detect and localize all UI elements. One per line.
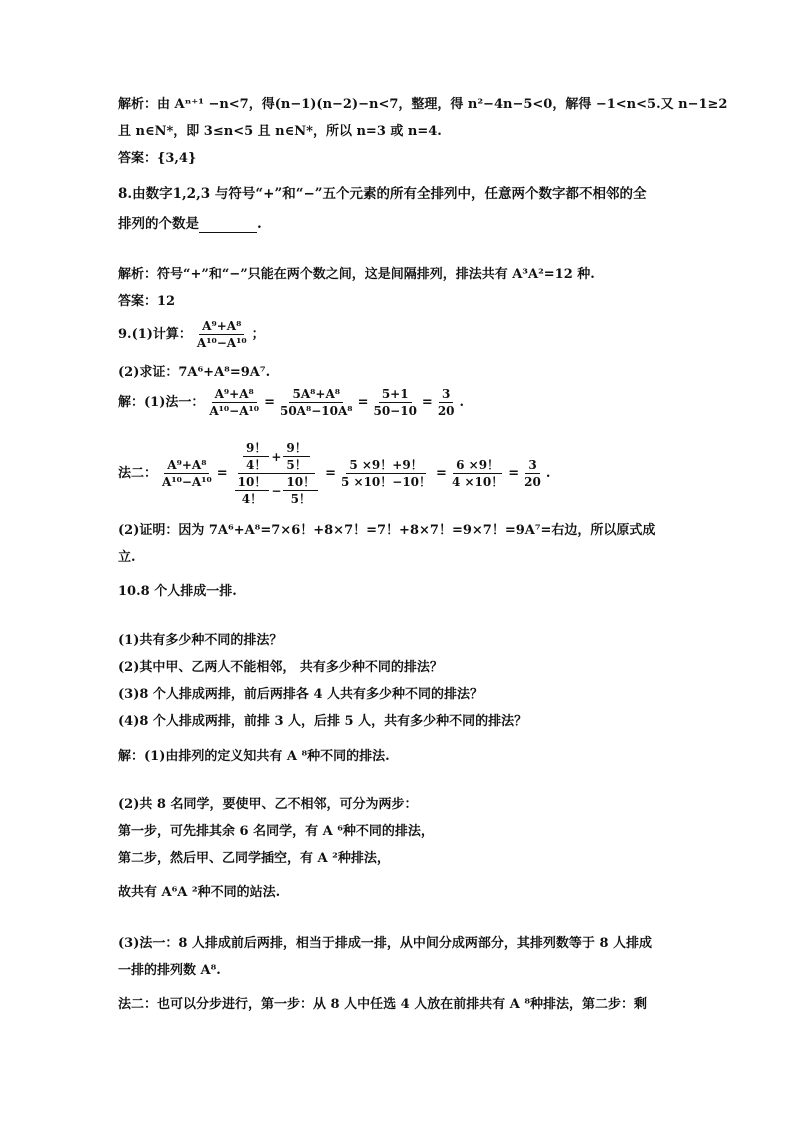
q10-stem: 10.8 个人排成一排.	[118, 584, 237, 599]
fraction-denominator: 5！	[290, 492, 311, 506]
fraction-numerator: 10！	[235, 474, 270, 491]
fraction-numerator: 5+1	[379, 386, 412, 403]
q10-solution-2-result: 故共有 A⁶A ²种不同的站法.	[118, 885, 281, 900]
fraction-numerator: 3	[439, 386, 453, 403]
q10-solution-3-method2: 法二：也可以分步进行，第一步：从 8 人中任选 4 人放在前排共有 A ⁸种排法，第二步：剩	[118, 997, 648, 1012]
sol2-fraction-3	[338, 457, 434, 490]
q10-solution-2-intro: (2)共 8 名同学，要使甲、乙不相邻，可分为两步：	[118, 797, 418, 812]
q10-part4: (4)8 个人排成两排，前排 3 人，后排 5 人，共有多少种不同的排法？	[118, 714, 528, 729]
fraction-numerator: 5A⁸+A⁸	[289, 386, 343, 403]
equals-sign: =	[216, 465, 228, 481]
q10-solution-3-method1-line2: 一排的排列数 A⁸.	[118, 963, 221, 978]
sol1-fraction-3	[370, 386, 419, 419]
q9-calc-fraction	[194, 318, 250, 351]
q10-solution-2-step2: 第二步，然后甲、乙同学插空，有 A ²种排法，	[118, 851, 390, 866]
q9-prove: (2)求证：7A⁶+A⁸=9A⁷.	[118, 365, 271, 380]
q8-analysis: 解析：符号“+”和“−”只能在两个数之间，这是间隔排列，排法共有 A³A²=12 种.	[118, 267, 595, 282]
sol1-fraction-1	[206, 386, 262, 419]
q10-part1: (1)共有多少种不同的排法？	[118, 633, 283, 648]
fraction-denominator: 50−10	[373, 404, 417, 418]
q7-answer: 答案：{3,4}	[118, 151, 197, 166]
fraction-numerator: A⁹+A⁸	[164, 457, 209, 474]
fraction-numerator: 9！	[243, 440, 269, 457]
fraction-denominator: 20	[437, 404, 455, 418]
equals-sign: =	[436, 465, 447, 481]
equals-sign: =	[264, 394, 275, 410]
compound-numerator: $\frac{9!}{4!}$ + $\frac{9!}{5!}$	[238, 440, 315, 474]
sol1-fraction-2	[277, 386, 356, 419]
fraction-denominator: 5！	[286, 458, 307, 472]
q8-stem-text: 排列的个数是	[118, 216, 199, 232]
compound-denominator: $\frac{10!}{4!}$ − $\frac{10!}{5!}$	[230, 474, 323, 507]
period: .	[459, 394, 465, 410]
equals-sign: =	[421, 394, 433, 410]
q8-answer: 答案：12	[118, 294, 176, 309]
sol2-compound-fraction	[230, 440, 323, 507]
fraction-denominator: 50A⁸−10A⁸	[279, 404, 353, 418]
q8-stem-line1: 8.由数字1,2,3 与符号“+”和“−”五个元素的所有全排列中，任意两个数字都不相邻的全	[118, 186, 647, 202]
fraction-denominator: 4！	[241, 492, 263, 506]
fraction-numerator: 3	[525, 457, 539, 474]
fraction-numerator: 10！	[283, 474, 318, 491]
q9-proof-line2: 立.	[118, 550, 136, 565]
sol2-fraction-5	[521, 457, 544, 490]
q8-stem-end: .	[257, 216, 262, 232]
q9-proof-line1: (2)证明：因为 7A⁶+A⁸=7×6！+8×7！=7！+8×7！=9×7！=9A⁷=右边，所以原式成	[118, 523, 656, 538]
q7-analysis-line2: 且 n∈N*，即 3≤n<5 且 n∈N*，所以 n=3 或 n=4.	[118, 124, 442, 139]
q9-calc	[118, 318, 265, 351]
fraction-numerator: A⁹+A⁸	[199, 318, 244, 335]
equals-sign: =	[325, 465, 336, 481]
fraction-denominator: 4！	[245, 458, 267, 472]
answer-blank	[199, 218, 257, 233]
equals-sign: =	[357, 394, 369, 410]
q9-solution-method2	[118, 440, 550, 507]
fraction-numerator: 9！	[283, 440, 309, 457]
fraction-denominator: A¹⁰−A¹⁰	[209, 404, 260, 418]
equals-sign: =	[508, 465, 520, 481]
q10-solution-2-step1: 第一步，可先排其余 6 名同学，有 A ⁶种不同的排法，	[118, 824, 434, 839]
q8-stem-line2	[118, 215, 262, 233]
q10-solution-1: 解：(1)由排列的定义知共有 A ⁸种不同的排法.	[118, 749, 390, 764]
fraction-denominator: A¹⁰−A¹⁰	[196, 336, 247, 350]
q9-sol1-label: 解：(1)法一：	[118, 394, 205, 410]
sub-fraction-d	[283, 474, 318, 507]
fraction-denominator: 4 ×10！	[451, 475, 504, 489]
q10-solution-3-method1-line1: (3)法一：8 人排成前后两排，相当于排成一排，从中间分成两部分，其排列数等于 8 人排成	[118, 936, 653, 951]
fraction-denominator: 20	[524, 475, 541, 489]
q9-calc-label: 9.(1)计算：	[118, 326, 192, 342]
sol2-fraction-1	[159, 457, 215, 490]
q10-part2: (2)其中甲、乙两人不能相邻， 共有多少种不同的排法？	[118, 660, 443, 675]
q10-part3: (3)8 个人排成两排，前后两排各 4 人共有多少种不同的排法？	[118, 687, 484, 702]
q9-solution-method1	[118, 386, 464, 419]
fraction-numerator: 6 ×9！	[453, 457, 502, 474]
q7-analysis-line1: 解析：由 Aⁿ⁺¹ −n<7，得(n−1)(n−2)−n<7，整理，得 n²−4n−5<0，解得 −1<n<5.又 n−1≥2	[118, 97, 728, 112]
q9-calc-end: ；	[251, 326, 265, 342]
fraction-denominator: 5 ×10！−10！	[341, 475, 432, 489]
fraction-numerator: A⁹+A⁸	[212, 386, 257, 403]
sub-fraction-b	[283, 440, 309, 473]
sol1-fraction-4	[435, 386, 458, 419]
sub-fraction-c	[235, 474, 270, 507]
fraction-numerator: 5 ×9！+9！	[346, 457, 425, 474]
fraction-denominator: A¹⁰−A¹⁰	[162, 475, 212, 489]
period: .	[545, 465, 551, 481]
q9-sol2-label: 法二：	[118, 465, 158, 481]
sub-fraction-a	[243, 440, 269, 473]
sol2-fraction-4	[449, 457, 506, 490]
